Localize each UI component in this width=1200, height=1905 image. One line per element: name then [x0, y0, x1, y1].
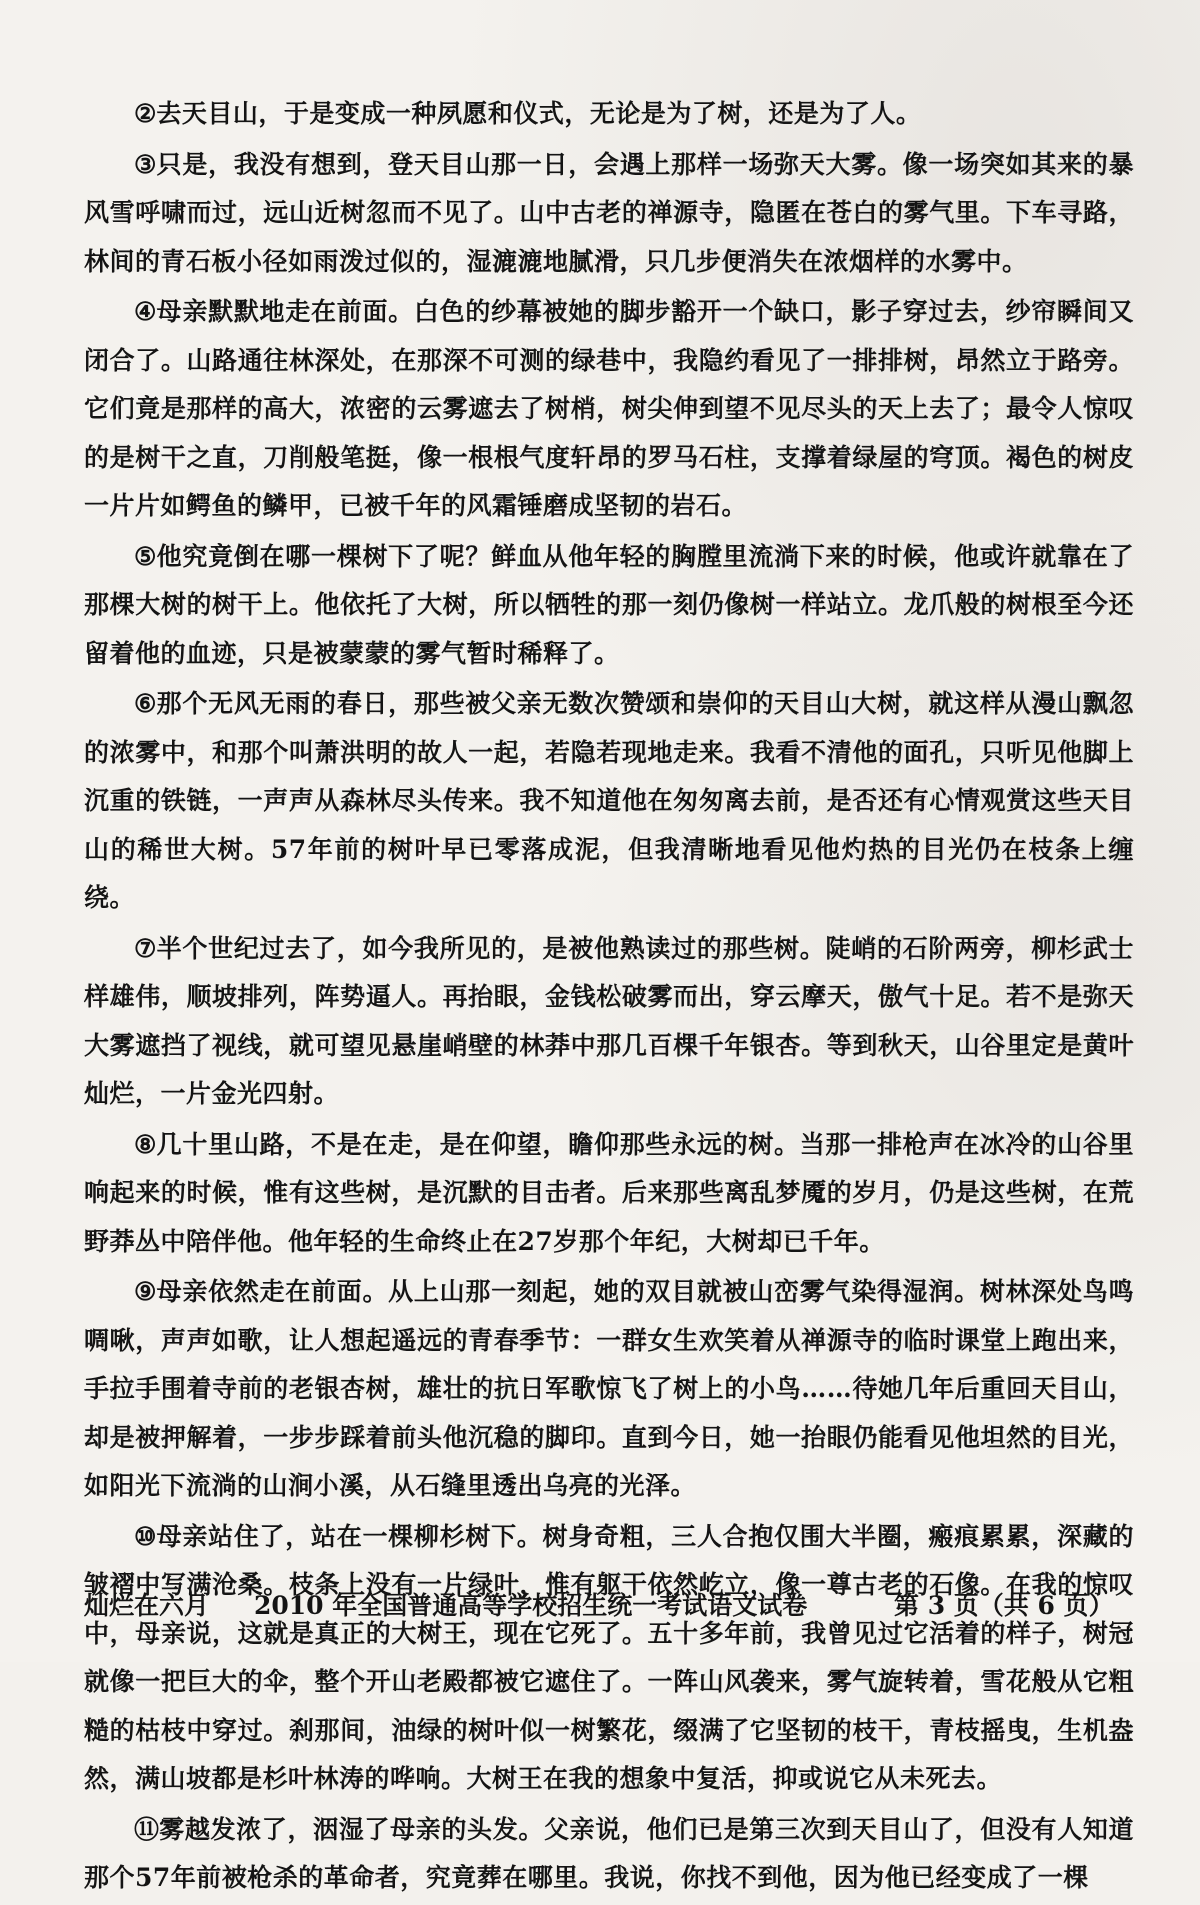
footer-exam-title: 2010 年全国普通高等学校招生统一考试语文试卷 [254, 1591, 808, 1620]
paragraph-text: 只是，我没有想到，登天目山那一日，会遇上那样一场弥天大雾。像一场突如其来的暴风雪呼啸而过，远山近树忽而不见了。山中古老的禅源寺，隐匿在苍白的雾气里。下车寻路，林间的青石板小径如雨泼过似的，湿漉漉地腻滑，只几步便消失在浓烟样的水雾中。 [84, 149, 1134, 276]
paragraph-text: 他究竟倒在哪一棵树下了呢？鲜血从他年轻的胸膛里流淌下来的时候，他或许就靠在了那棵大树的树干上。他依托了大树，所以牺牲的那一刻仍像树一样站立。龙爪般的树根至今还留着他的血迹，只是被蒙蒙的雾气暂时稀释了。 [84, 541, 1134, 668]
paragraph-text: 母亲依然走在前面。从上山那一刻起，她的双目就被山峦雾气染得湿润。树林深处鸟鸣啁啾，声声如歌，让人想起遥远的青春季节：一群女生欢笑着从禅源寺的临时课堂上跑出来，手拉手围着寺前的老银杏树，雄壮的抗日军歌惊飞了树上的小鸟……待她几年后重回天目山，却是被押解着，一步步踩着前头他沉稳的脚印。直到今日，她一抬眼仍能看见他坦然的目光，如阳光下流淌的山涧小溪，从石缝里透出乌亮的光泽。 [84, 1277, 1134, 1500]
paragraph-number: ⑨ [134, 1277, 157, 1306]
paragraph-number: ⑦ [134, 933, 157, 963]
paragraph-number: ④ [134, 297, 157, 326]
paragraph-9 [84, 1268, 1134, 1511]
paragraph-10 [84, 1513, 1134, 1804]
paragraph-3 [84, 141, 1134, 287]
paragraph-8 [84, 1121, 1134, 1267]
paragraph-number: ⑤ [134, 541, 157, 571]
paragraph-text: 那个无风无雨的春日，那些被父亲无数次赞颂和崇仰的天目山大树，就这样从漫山飘忽的浓雾中，和那个叫萧洪明的故人一起，若隐若现地走来。我看不清他的面孔，只听见他脚上沉重的铁链，一声声从森林尽头传来。我不知道他在匆匆离去前，是否还有心情观赏这些天目山的稀世大树。57年前的树叶早已零落成泥，但我清晰地看见他灼热的目光仍在枝条上缠绕。 [84, 689, 1134, 912]
paragraph-4 [84, 288, 1134, 531]
footer-slogan: 灿烂在六月 [84, 1591, 210, 1620]
paragraph-number: ③ [134, 149, 157, 179]
paragraph-2 [84, 90, 1134, 139]
paragraph-number: ⑪ [134, 1814, 160, 1844]
paragraph-text: 半个世纪过去了，如今我所见的，是被他熟读过的那些树。陡峭的石阶两旁，柳杉武士样雄伟，顺坡排列，阵势逼人。再抬眼，金钱松破雾而出，穿云摩天，傲气十足。若不是弥天大雾遮挡了视线，就可望见悬崖峭壁的林莽中那几百棵千年银杏。等到秋天，山谷里定是黄叶灿烂，一片金光四射。 [84, 933, 1134, 1108]
paragraph-text: 雾越发浓了，洇湿了母亲的头发。父亲说，他们已是第三次到天目山了，但没有人知道那个57年前被枪杀的革命者，究竟葬在哪里。我说，你找不到他，因为他已经变成了一棵 [84, 1814, 1134, 1892]
paragraph-6 [84, 680, 1134, 923]
paragraph-text: 去天目山，于是变成一种夙愿和仪式，无论是为了树，还是为了人。 [156, 99, 922, 128]
paragraph-number: ⑥ [134, 689, 157, 718]
paragraph-number: ② [134, 99, 157, 128]
paragraph-7 [84, 925, 1134, 1119]
paragraph-text: 母亲站住了，站在一棵柳杉树下。树身奇粗，三人合抱仅围大半圈，瘢痕累累，深藏的皱褶中写满沧桑。枝条上没有一片绿叶，惟有躯干依然屹立，像一尊古老的石像。在我的惊叹中，母亲说，这就是真正的大树王，现在它死了。五十多年前，我曾见过它活着的样子，树冠就像一把巨大的伞，整个开山老殿都被它遮住了。一阵山风袭来，雾气旋转着，雪花般从它粗糙的枯枝中穿过。刹那间，油绿的树叶似一树繁花，缀满了它坚韧的枝干，青枝摇曳，生机盎然，满山坡都是杉叶林涛的哗响。大树王在我的想象中复活，抑或说它从未死去。 [84, 1521, 1134, 1793]
paragraph-5 [84, 533, 1134, 679]
paragraph-text: 母亲默默地走在前面。白色的纱幕被她的脚步豁开一个缺口，影子穿过去，纱帘瞬间又闭合了。山路通往林深处，在那深不可测的绿巷中，我隐约看见了一排排树，昂然立于路旁。它们竟是那样的高大，浓密的云雾遮去了树梢，树尖伸到望不见尽头的天上去了；最令人惊叹的是树干之直，刀削般笔挺，像一根根气度轩昂的罗马石柱，支撑着绿屋的穹顶。褐色的树皮一片片如鳄鱼的鳞甲，已被千年的风霜锤磨成坚韧的岩石。 [84, 297, 1134, 520]
paragraph-text: 几十里山路，不是在走，是在仰望，瞻仰那些永远的树。当那一排枪声在冰冷的山谷里响起来的时候，惟有这些树，是沉默的目击者。后来那些离乱梦魇的岁月，仍是这些树，在荒野莽丛中陪伴他。他年轻的生命终止在27岁那个年纪，大树却已千年。 [84, 1129, 1134, 1256]
article-body [84, 90, 1134, 1905]
footer-page-number: 第 3 页（共 6 页） [894, 1591, 1114, 1620]
paragraph-number: ⑧ [134, 1129, 157, 1159]
paragraph-number: ⑩ [134, 1521, 157, 1551]
paragraph-11 [84, 1806, 1134, 1903]
page-footer [84, 1586, 1134, 1626]
